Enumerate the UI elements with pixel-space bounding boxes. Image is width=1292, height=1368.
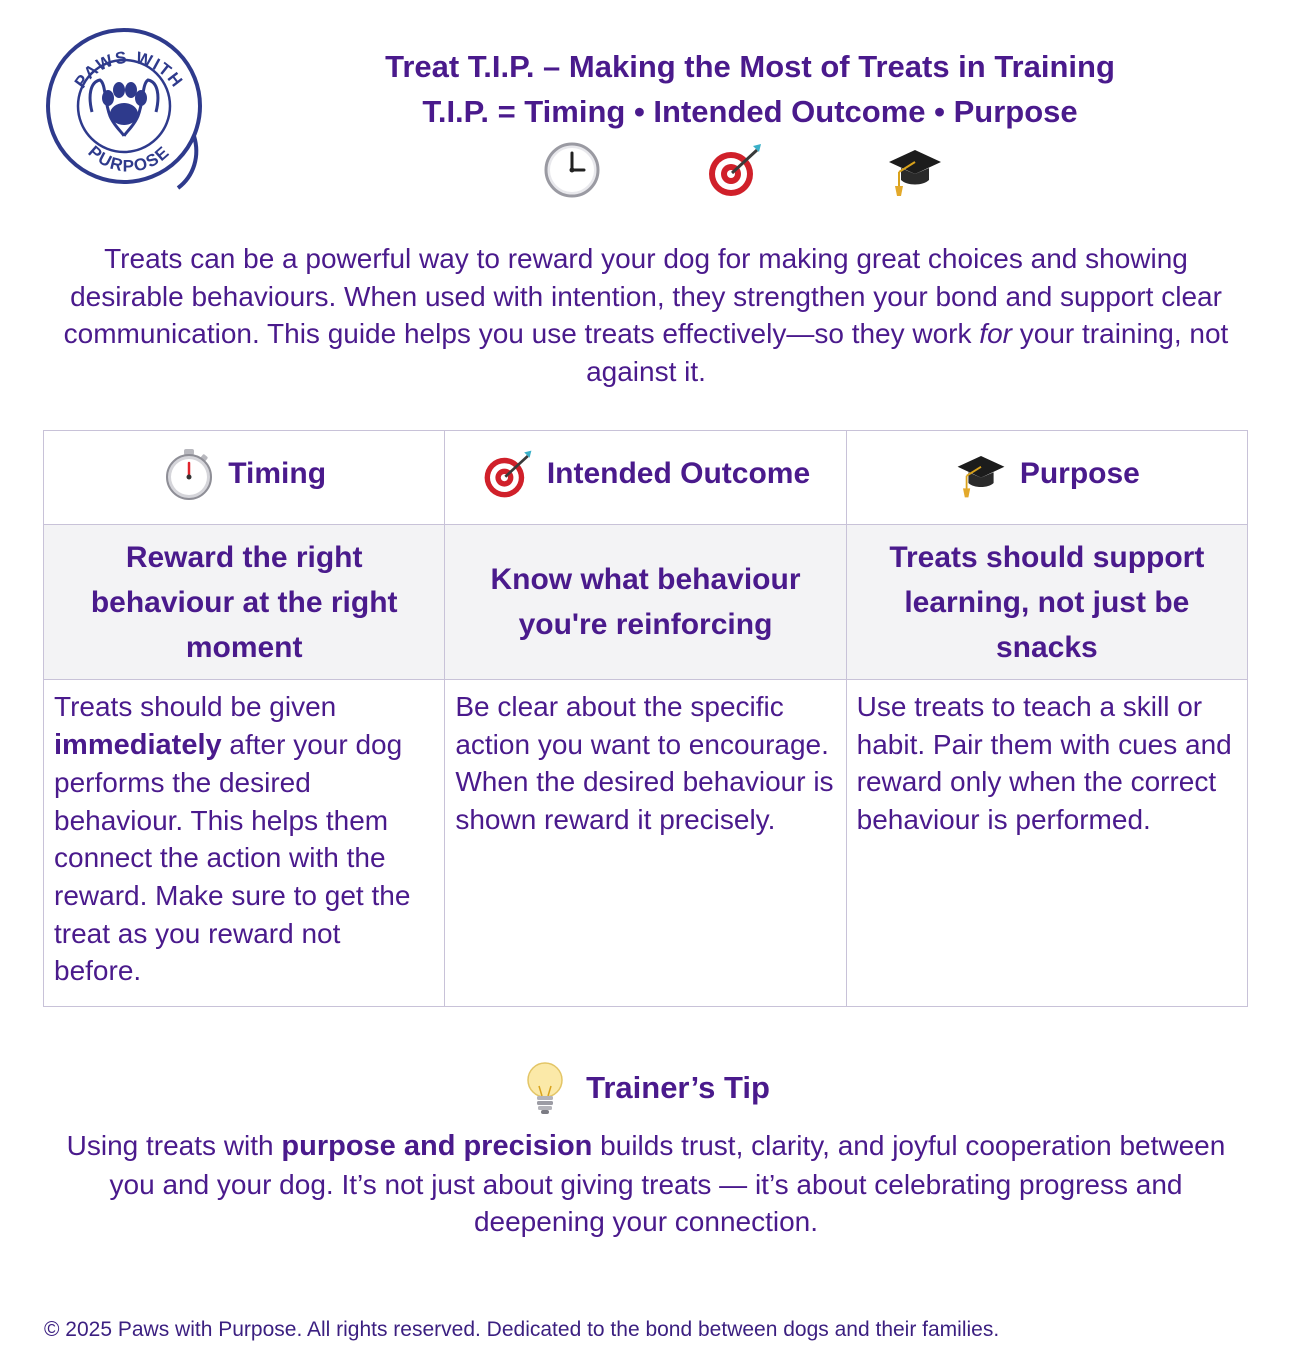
header-icons xyxy=(0,140,1292,200)
column-header-purpose xyxy=(846,431,1247,525)
footer-copyright: © 2025 Paws with Purpose. All rights reserved. Dedicated to the bond between dogs and their families. xyxy=(44,1318,1000,1341)
table-subheading-row xyxy=(44,525,1248,680)
column-heading-intended-outcome: Intended Outcome xyxy=(546,456,811,490)
trainer-tip-text-after: builds trust, clarity, and joyful cooperation between you and your dog. It’s not just about giving treats — it’s about celebrating progress and deepening your connection. xyxy=(109,1130,1226,1237)
intro-text-before: Treats can be a powerful way to reward your dog for making great choices and showing desirable behaviours. When used with intention, they strengthen your bond and support clear communication. This guide helps you use treats effectively—so they work xyxy=(63,243,1222,349)
table-header-row xyxy=(44,431,1248,525)
subheading-timing: Reward the right behaviour at the right moment xyxy=(44,525,445,680)
trainer-tip-heading xyxy=(0,1060,1292,1121)
column-header-timing xyxy=(44,431,445,525)
trainer-tip-text xyxy=(50,1127,1242,1241)
timing-text-before: Treats should be given xyxy=(54,691,337,722)
timing-text-bold: immediately xyxy=(54,728,222,761)
header xyxy=(250,44,1250,134)
logo-text-top: PAWS WITH xyxy=(70,47,188,92)
column-header-intended-outcome xyxy=(445,431,846,525)
intro-emphasis: for xyxy=(979,318,1012,349)
subheading-intended-outcome: Know what behaviour you're reinforcing xyxy=(445,525,846,680)
page-subtitle: T.I.P. = Timing • Intended Outcome • Purpose xyxy=(422,94,1078,129)
body-timing xyxy=(44,680,445,1007)
graduation-cap-icon xyxy=(885,140,945,200)
subheading-purpose: Treats should support learning, not just be snacks xyxy=(846,525,1247,680)
trainer-tip-title: Trainer’s Tip xyxy=(586,1070,770,1105)
trainer-tip-text-bold: purpose and precision xyxy=(281,1130,593,1162)
tip-table xyxy=(43,430,1248,1007)
column-heading-timing: Timing xyxy=(228,456,327,490)
page-title: Treat T.I.P. – Making the Most of Treats in Training xyxy=(385,49,1115,84)
body-purpose: Use treats to teach a skill or habit. Pair them with cues and reward only when the correct behaviour is performed. xyxy=(846,680,1247,1007)
target-icon xyxy=(481,447,535,501)
trainer-tip-text-before: Using treats with xyxy=(66,1130,282,1161)
logo-text-bottom: PURPOSE xyxy=(84,141,174,176)
clock-icon xyxy=(542,140,602,200)
body-intended-outcome: Be clear about the specific action you want to encourage. When the desired behaviour is shown reward it precisely. xyxy=(445,680,846,1007)
timing-text-after: after your dog performs the desired behaviour. This helps them connect the action with the reward. Make sure to get the treat as you reward not before. xyxy=(54,728,411,987)
stopwatch-icon xyxy=(162,447,216,501)
column-heading-purpose: Purpose xyxy=(1019,456,1140,490)
intro-text-after: your training, not against it. xyxy=(586,318,1229,387)
table-body-row xyxy=(44,680,1248,1007)
graduation-cap-icon xyxy=(954,447,1008,501)
target-icon xyxy=(705,140,765,200)
lightbulb-icon xyxy=(522,1060,568,1116)
intro-paragraph xyxy=(60,240,1232,390)
